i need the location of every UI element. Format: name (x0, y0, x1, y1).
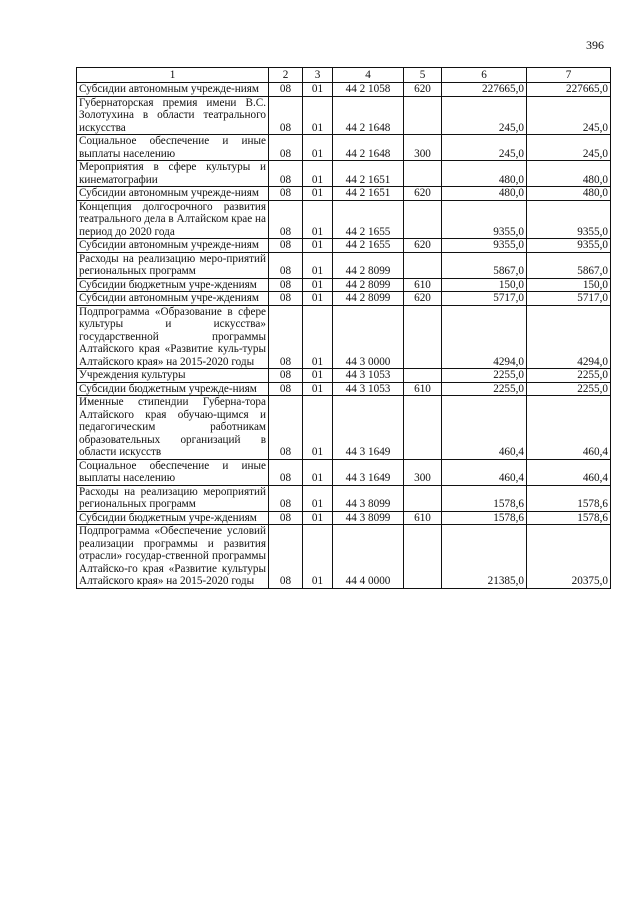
column-header-4: 4 (333, 68, 404, 83)
subsection-code-cell: 01 (303, 161, 333, 187)
subsection-code-cell: 01 (303, 252, 333, 278)
amount-col7-cell: 460,4 (527, 396, 611, 460)
column-header-3: 3 (303, 68, 333, 83)
amount-col7-cell: 9355,0 (527, 239, 611, 253)
amount-col7-cell: 480,0 (527, 161, 611, 187)
expense-type-cell: 620 (404, 292, 442, 306)
row-name-cell: Подпрограмма «Образование в сфере культуры и искусства» государственной программы Алтайского края «Развитие куль-туры Алтайского края» на 2015-2020 годы (77, 305, 269, 369)
row-name-cell: Социальное обеспечение и иные выплаты населению (77, 459, 269, 485)
amount-col6-cell: 2255,0 (442, 369, 527, 383)
target-code-cell: 44 2 1648 (333, 135, 404, 161)
row-name-cell: Субсидии бюджетным учрежде-ниям (77, 382, 269, 396)
target-code-cell: 44 2 1651 (333, 187, 404, 201)
amount-col6-cell: 2255,0 (442, 382, 527, 396)
column-header-1: 1 (77, 68, 269, 83)
section-code-cell: 08 (269, 525, 303, 589)
subsection-code-cell: 01 (303, 96, 333, 135)
row-name-cell: Подпрограмма «Обеспечение условий реализации программы и развития отрасли» государ-ственной программы Алтайско-го края «Развитие культуры Алтайского края» на 2015-2020 годы (77, 525, 269, 589)
column-header-5: 5 (404, 68, 442, 83)
target-code-cell: 44 2 1655 (333, 239, 404, 253)
expense-type-cell (404, 396, 442, 460)
target-code-cell: 44 3 1649 (333, 396, 404, 460)
page-number: 396 (586, 38, 604, 52)
expense-type-cell (404, 525, 442, 589)
section-code-cell: 08 (269, 239, 303, 253)
column-header-2: 2 (269, 68, 303, 83)
table-row (77, 200, 611, 239)
table-row (77, 382, 611, 396)
amount-col6-cell: 245,0 (442, 135, 527, 161)
target-code-cell: 44 3 8099 (333, 511, 404, 525)
subsection-code-cell: 01 (303, 369, 333, 383)
section-code-cell: 08 (269, 135, 303, 161)
expense-type-cell: 620 (404, 83, 442, 97)
subsection-code-cell: 01 (303, 135, 333, 161)
subsection-code-cell: 01 (303, 292, 333, 306)
subsection-code-cell: 01 (303, 200, 333, 239)
target-code-cell: 44 2 8099 (333, 252, 404, 278)
section-code-cell: 08 (269, 292, 303, 306)
budget-table (76, 67, 611, 589)
amount-col6-cell: 5867,0 (442, 252, 527, 278)
row-name-cell: Расходы на реализацию мероприятий региональных программ (77, 485, 269, 511)
header-row (77, 68, 611, 83)
table-row (77, 187, 611, 201)
table-row (77, 278, 611, 292)
section-code-cell: 08 (269, 511, 303, 525)
target-code-cell: 44 2 8099 (333, 292, 404, 306)
section-code-cell: 08 (269, 459, 303, 485)
amount-col6-cell: 4294,0 (442, 305, 527, 369)
subsection-code-cell: 01 (303, 485, 333, 511)
amount-col6-cell: 9355,0 (442, 239, 527, 253)
subsection-code-cell: 01 (303, 305, 333, 369)
row-name-cell: Губернаторская премия имени В.С. Золотухина в области театрального искусства (77, 96, 269, 135)
subsection-code-cell: 01 (303, 382, 333, 396)
table-row (77, 292, 611, 306)
expense-type-cell: 300 (404, 459, 442, 485)
expense-type-cell (404, 252, 442, 278)
section-code-cell: 08 (269, 252, 303, 278)
target-code-cell: 44 3 1053 (333, 382, 404, 396)
table-row (77, 369, 611, 383)
column-header-7: 7 (527, 68, 611, 83)
section-code-cell: 08 (269, 187, 303, 201)
section-code-cell: 08 (269, 485, 303, 511)
amount-col6-cell: 245,0 (442, 96, 527, 135)
target-code-cell: 44 4 0000 (333, 525, 404, 589)
amount-col7-cell: 2255,0 (527, 382, 611, 396)
amount-col6-cell: 9355,0 (442, 200, 527, 239)
subsection-code-cell: 01 (303, 83, 333, 97)
target-code-cell: 44 2 1648 (333, 96, 404, 135)
table-row (77, 239, 611, 253)
amount-col6-cell: 227665,0 (442, 83, 527, 97)
subsection-code-cell: 01 (303, 396, 333, 460)
table-row (77, 305, 611, 369)
section-code-cell: 08 (269, 369, 303, 383)
subsection-code-cell: 01 (303, 525, 333, 589)
target-code-cell: 44 2 1655 (333, 200, 404, 239)
target-code-cell: 44 2 1651 (333, 161, 404, 187)
amount-col7-cell: 227665,0 (527, 83, 611, 97)
row-name-cell: Именные стипендии Губерна-тора Алтайского края обучаю-щимся и педагогическим работникам образовательных организаций в области искусств (77, 396, 269, 460)
row-name-cell: Субсидии бюджетным учре-ждениям (77, 511, 269, 525)
target-code-cell: 44 3 8099 (333, 485, 404, 511)
amount-col7-cell: 1578,6 (527, 485, 611, 511)
expense-type-cell: 300 (404, 135, 442, 161)
table-row (77, 485, 611, 511)
expense-type-cell (404, 485, 442, 511)
row-name-cell: Субсидии бюджетным учре-ждениям (77, 278, 269, 292)
amount-col6-cell: 1578,6 (442, 485, 527, 511)
amount-col7-cell: 4294,0 (527, 305, 611, 369)
subsection-code-cell: 01 (303, 187, 333, 201)
table-row (77, 459, 611, 485)
expense-type-cell (404, 369, 442, 383)
section-code-cell: 08 (269, 200, 303, 239)
expense-type-cell: 610 (404, 278, 442, 292)
expense-type-cell: 620 (404, 187, 442, 201)
column-header-6: 6 (442, 68, 527, 83)
section-code-cell: 08 (269, 278, 303, 292)
row-name-cell: Мероприятия в сфере культуры и кинематографии (77, 161, 269, 187)
expense-type-cell (404, 305, 442, 369)
amount-col7-cell: 460,4 (527, 459, 611, 485)
table-row (77, 511, 611, 525)
amount-col6-cell: 460,4 (442, 459, 527, 485)
section-code-cell: 08 (269, 96, 303, 135)
subsection-code-cell: 01 (303, 239, 333, 253)
expense-type-cell (404, 161, 442, 187)
amount-col6-cell: 480,0 (442, 187, 527, 201)
amount-col7-cell: 20375,0 (527, 525, 611, 589)
amount-col6-cell: 460,4 (442, 396, 527, 460)
section-code-cell: 08 (269, 83, 303, 97)
expense-type-cell: 610 (404, 382, 442, 396)
row-name-cell: Социальное обеспечение и иные выплаты населению (77, 135, 269, 161)
row-name-cell: Расходы на реализацию меро-приятий региональных программ (77, 252, 269, 278)
subsection-code-cell: 01 (303, 459, 333, 485)
expense-type-cell: 610 (404, 511, 442, 525)
target-code-cell: 44 3 0000 (333, 305, 404, 369)
section-code-cell: 08 (269, 382, 303, 396)
amount-col7-cell: 245,0 (527, 135, 611, 161)
expense-type-cell: 620 (404, 239, 442, 253)
table-row (77, 252, 611, 278)
amount-col7-cell: 5867,0 (527, 252, 611, 278)
table-row (77, 135, 611, 161)
expense-type-cell (404, 96, 442, 135)
amount-col7-cell: 245,0 (527, 96, 611, 135)
amount-col6-cell: 480,0 (442, 161, 527, 187)
amount-col6-cell: 5717,0 (442, 292, 527, 306)
amount-col7-cell: 2255,0 (527, 369, 611, 383)
subsection-code-cell: 01 (303, 278, 333, 292)
amount-col6-cell: 21385,0 (442, 525, 527, 589)
row-name-cell: Субсидии автономным учрежде-ниям (77, 83, 269, 97)
table-row (77, 83, 611, 97)
subsection-code-cell: 01 (303, 511, 333, 525)
amount-col7-cell: 9355,0 (527, 200, 611, 239)
table-row (77, 161, 611, 187)
target-code-cell: 44 3 1649 (333, 459, 404, 485)
section-code-cell: 08 (269, 305, 303, 369)
target-code-cell: 44 2 1058 (333, 83, 404, 97)
section-code-cell: 08 (269, 396, 303, 460)
row-name-cell: Учреждения культуры (77, 369, 269, 383)
row-name-cell: Субсидии автономным учрежде-ниям (77, 239, 269, 253)
expense-type-cell (404, 200, 442, 239)
target-code-cell: 44 2 8099 (333, 278, 404, 292)
row-name-cell: Концепция долгосрочного развития театрального дела в Алтайском крае на период до 2020 года (77, 200, 269, 239)
amount-col7-cell: 1578,6 (527, 511, 611, 525)
row-name-cell: Субсидии автономным учрежде-ниям (77, 187, 269, 201)
target-code-cell: 44 3 1053 (333, 369, 404, 383)
section-code-cell: 08 (269, 161, 303, 187)
table-row (77, 96, 611, 135)
amount-col6-cell: 150,0 (442, 278, 527, 292)
table-row (77, 396, 611, 460)
amount-col7-cell: 480,0 (527, 187, 611, 201)
amount-col6-cell: 1578,6 (442, 511, 527, 525)
amount-col7-cell: 5717,0 (527, 292, 611, 306)
amount-col7-cell: 150,0 (527, 278, 611, 292)
row-name-cell: Субсидии автономным учре-ждениям (77, 292, 269, 306)
table-row (77, 525, 611, 589)
